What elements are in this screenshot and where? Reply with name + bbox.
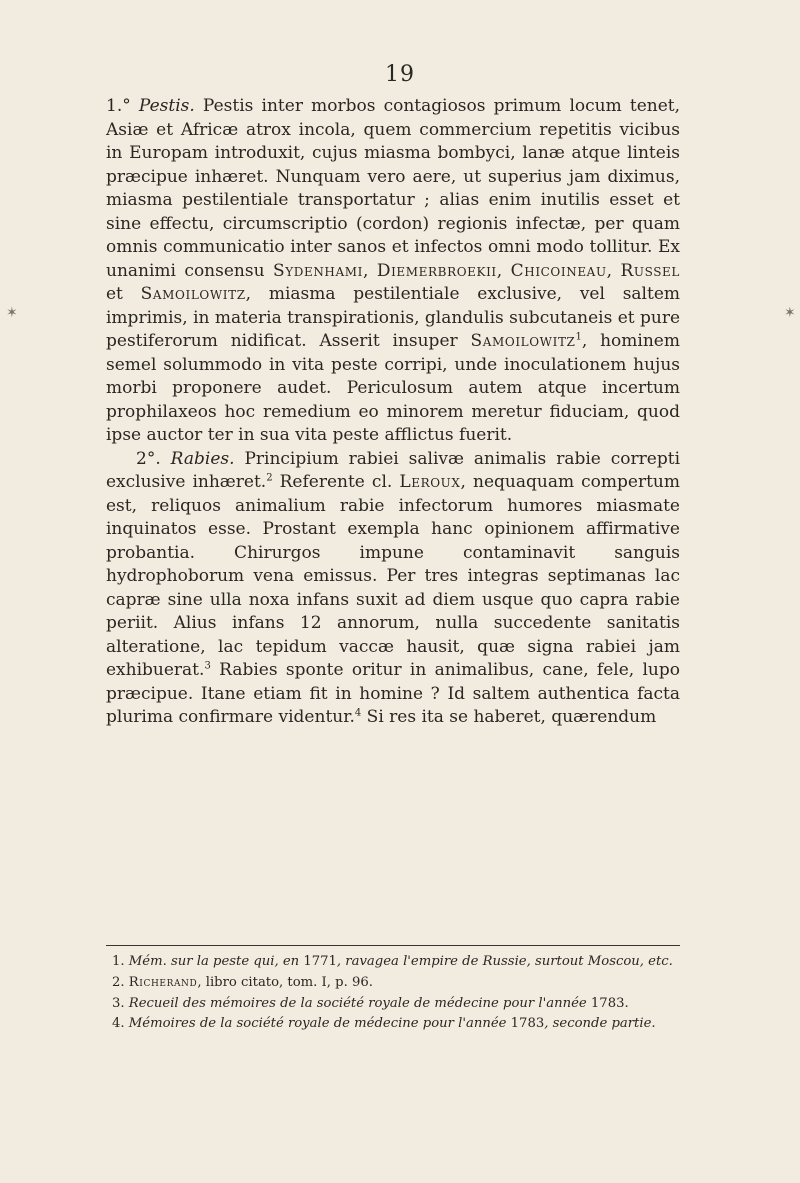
footnote (112, 952, 682, 973)
text-run: , (363, 260, 377, 281)
text-run: , (496, 260, 511, 281)
author-name: Leroux (399, 472, 461, 492)
author-name: Chicoineau (510, 260, 607, 281)
footnote-number: 1. (112, 954, 129, 969)
text-run: Principium rabiei salivæ animalis rabie correpti exclusive inhæret. (106, 448, 681, 492)
footnote-ref: 2 (266, 472, 273, 484)
text-run: , miasma pestilentiale exclusive, vel saltem imprimis, in materia transpirationis, glandulis subcutaneis et pure pestiferorum nidificat. Asserit insuper (106, 284, 681, 351)
author-name: Samoilowitz (470, 331, 576, 351)
author-name: Richerand (128, 974, 198, 990)
footnote-number: 4. (112, 1016, 129, 1032)
text-run: , hominem semel solummodo in vita peste corripi, unde inoculationem hujus morbi proponere audet. Periculosum autem atque incertum prophilaxeos hoc remedium eo minorem meretur fiduciam, quod ipse auctor ter in sua vita peste afflictus fuerit. (106, 331, 680, 445)
author-name: Russel (620, 260, 680, 281)
author-name: Diemerbroekii (376, 260, 497, 281)
text-run: , nequaquam compertum est, reliquos animalium rabie infectorum humores miasmate inquinatos esse. Prostant exempla hanc opinionem affirmative probantia. Chirurgos impune contaminavit sanguis hydrophoborum vena emissus. Per tres integras septimanas lac capræ sine ulla noxa infans suxit ad diem usque quo capra rabie periit. Alius infans 12 annorum, nulla succedente sanitatis alteratione, lac tepidum vaccæ hausit, quæ signa rabiei jam exhibuerat. (106, 472, 680, 680)
text-run: , (606, 260, 621, 281)
italic-text: , ravagea l'empire de Russie, surtout Moscou, etc. (336, 954, 673, 969)
author-name: Sydenhami (272, 260, 363, 281)
paragraph-rabies (106, 448, 680, 730)
italic-text: , seconde partie. (544, 1016, 656, 1032)
footnote (112, 1014, 682, 1035)
text-run: 1783. (590, 995, 629, 1011)
paragraph-title: Pestis. (138, 96, 195, 116)
italic-text: Mémoires de la société royale de médecine pour l'année (128, 1016, 511, 1032)
text-run: 1783 (510, 1016, 545, 1032)
text-run: Rabies sponte oritur in animalibus, cane, fele, lupo præcipue. Itane etiam fit in homine ? Id saltem authentica facta plurima confirmare videntur. (106, 660, 680, 727)
paragraph-number: 2°. (136, 448, 161, 469)
footnote-number: 3. (112, 995, 129, 1011)
text-run: Pestis inter morbos contagiosos primum locum tenet, Asiæ et Africæ atrox incola, quem commercium repetitis vicibus in Europam introduxit, cujus miasma bombyci, lanæ atque linteis præcipue inhæret. Nunquam vero aere, ut superius jam diximus, miasma pestilentiale transportatur ; alias enim inutilis esset et sine effectu, circumscriptio (cordon) regionis infectæ, per quam omnis communicatio inter sanos et infectos omni modo tollitur. Ex unanimi consensu (106, 96, 681, 281)
footnote (112, 973, 682, 994)
text-run: Si res ita se haberet, quærendum (361, 707, 657, 727)
footnote (112, 994, 682, 1015)
footnotes-list (112, 952, 682, 1035)
page-number: 19 (385, 62, 415, 87)
text-run: Referente cl. (272, 472, 400, 492)
paragraph-body (106, 449, 680, 728)
footnote-separator (106, 945, 680, 946)
footnote-number: 2. (112, 974, 129, 990)
paragraph-number: 1.° (106, 96, 131, 116)
italic-text: Recueil des mémoires de la société royale de médecine pour l'année (128, 995, 591, 1011)
text-run: , libro citato, tom. I, p. 96. (197, 974, 373, 990)
footnote-ref: 3 (204, 660, 211, 672)
footnote-ref: 1 (575, 331, 582, 343)
margin-mark: ✶ (784, 305, 796, 321)
text-run: et (106, 284, 141, 304)
margin-mark: ✶ (6, 305, 18, 321)
footnote-ref: 4 (354, 707, 362, 719)
paragraph-body (106, 96, 680, 445)
italic-text: Mém. sur la peste qui, en (128, 954, 304, 969)
main-text (106, 95, 680, 730)
author-name: Samoilowitz (140, 284, 246, 304)
paragraph-pestis (106, 95, 680, 448)
paragraph-title: Rabies. (170, 448, 235, 469)
text-run: 1771 (303, 954, 337, 969)
